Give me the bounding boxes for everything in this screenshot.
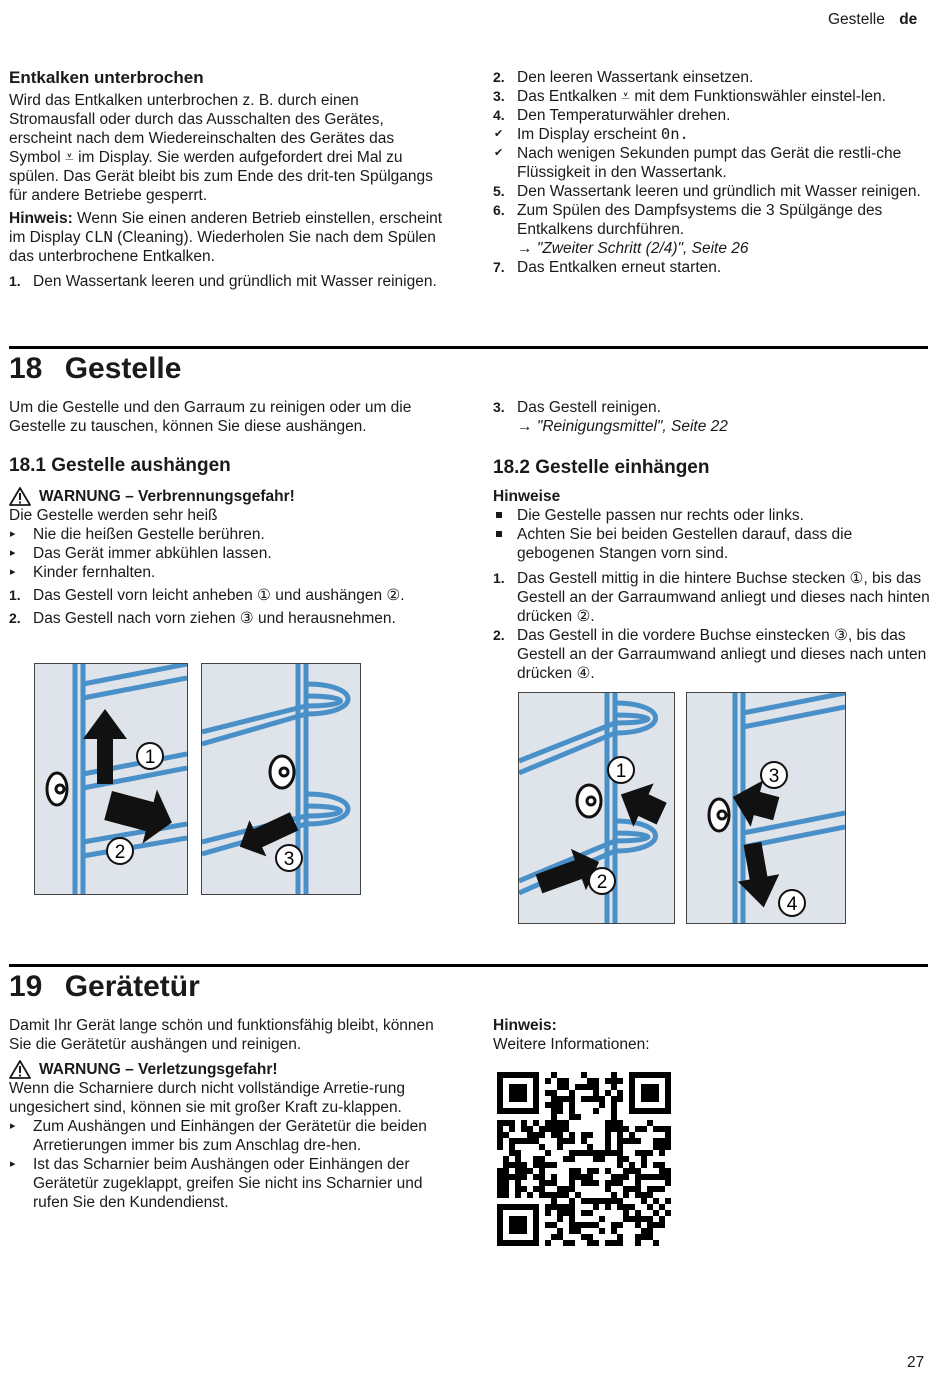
- chapter-number: 18: [9, 352, 43, 385]
- entkalken-check-1: [493, 125, 933, 144]
- step-text: Den Wassertank leeren und gründlich mit Wasser reinigen.: [517, 183, 921, 200]
- step-text: Das Gestell vorn leicht anheben ① und aushängen ②.: [33, 587, 405, 604]
- step-number: 4.: [493, 107, 505, 123]
- bullet-text: Ist das Scharnier beim Aushängen oder Einhängen der Gerätetür zugeklappt, greifen Sie nicht ins Scharnier und rufen Sie den Kundendienst.: [33, 1156, 423, 1211]
- triangle-bullet-icon: ▸: [10, 1120, 16, 1132]
- note-item: [493, 525, 933, 563]
- check-icon: ✔: [494, 128, 504, 140]
- section-18-2-title: 18.2 Gestelle einhängen: [493, 457, 710, 478]
- entkalken-hinweis: [9, 209, 449, 266]
- triangle-bullet-icon: ▸: [10, 528, 16, 540]
- entkalken-step-7: [493, 258, 933, 277]
- arrow-right-icon: →: [517, 240, 533, 257]
- step-number: 3.: [493, 88, 505, 104]
- ref-text[interactable]: "Reinigungsmittel", Seite 22: [536, 418, 728, 435]
- step-text: Das Gestell reinigen.: [517, 399, 661, 416]
- chapter-title: Gerätetür: [64, 970, 200, 1003]
- entkalken-step-2: [493, 68, 933, 87]
- step-text: Den Wassertank leeren und gründlich mit Wasser reinigen.: [33, 273, 437, 290]
- step-number: 2.: [9, 610, 21, 626]
- ch18-2-step-2: [493, 626, 933, 683]
- figure-rack-pull: [201, 663, 361, 895]
- header-language: de: [899, 11, 918, 28]
- entkalken-step-3: [493, 87, 933, 106]
- square-bullet-icon: [496, 531, 502, 537]
- step-text: Das Entkalken erneut starten.: [517, 259, 722, 276]
- entkalken-check-2: [493, 144, 933, 182]
- hinweis-label: Hinweis:: [493, 1017, 557, 1034]
- step-number: 3.: [493, 399, 505, 415]
- ch18-1-step-2: [9, 609, 449, 628]
- qr-code[interactable]: [497, 1072, 671, 1251]
- warning-triangle-icon: [9, 487, 31, 506]
- warning-text: WARNUNG – Verbrennungsgefahr!: [39, 488, 295, 505]
- note-item: [493, 506, 933, 525]
- hinweis-text-b: (Cleaning). Wiederholen Sie nach dem Spülen das unterbrochene Entkalken.: [9, 229, 436, 265]
- chapter-number: 19: [9, 970, 43, 1003]
- arrow-right-icon: →: [517, 418, 533, 435]
- bullet-item: [9, 1117, 449, 1155]
- warning-heading: [9, 487, 449, 506]
- step-text-b: mit dem Funktionswähler einstel-len.: [634, 88, 886, 105]
- figure-rack-lift: [34, 663, 188, 895]
- figure-label-3: 3: [768, 766, 780, 787]
- entkalken-title: Entkalken unterbrochen: [9, 68, 204, 87]
- warning-triangle-icon: [9, 1060, 31, 1079]
- section-18-1-title: 18.1 Gestelle aushängen: [9, 455, 231, 476]
- header-section: Gestelle: [828, 11, 885, 28]
- chapter-divider: [9, 346, 928, 349]
- check-icon: ✔: [494, 147, 504, 159]
- bullet-item: [9, 1155, 449, 1212]
- hinweis-text-a: Wenn Sie einen anderen Betrieb einstellen, erscheint im Display: [9, 210, 443, 246]
- entkalken-p1a: Wird das Entkalken unterbrochen z. B. durch einen Stromausfall oder durch das Ausschalten des Gerätes, erscheint nach dem Wiedereinschalten des Gerätes das Symbol: [9, 92, 395, 166]
- descale-icon: ⩡: [65, 149, 74, 166]
- bullet-text: Kinder fernhalten.: [33, 564, 156, 581]
- figure-label-1: 1: [144, 747, 156, 768]
- step-number: 2.: [493, 69, 505, 85]
- entkalken-step-4: [493, 106, 933, 125]
- warning-text: WARNUNG – Verletzungsgefahr!: [39, 1061, 278, 1078]
- check-text: Im Display erscheint: [517, 126, 657, 143]
- hinweis-text: Weitere Informationen:: [493, 1036, 650, 1053]
- step-number: 1.: [493, 570, 505, 586]
- entkalken-paragraph: [9, 91, 449, 205]
- ch19-intro: Damit Ihr Gerät lange schön und funktionsfähig bleibt, können Sie die Gerätetür aushängen und reinigen.: [9, 1017, 434, 1053]
- entkalken-step-5: [493, 182, 933, 201]
- step-number: 6.: [493, 202, 505, 218]
- chapter-19-title: [9, 970, 200, 1004]
- bullet-text: Nie die heißen Gestelle berühren.: [33, 526, 265, 543]
- bullet-text: Zum Aushängen und Einhängen der Gerätetür die beiden Arretierungen immer bis zum Anschlag dre-hen.: [33, 1118, 427, 1154]
- step-text: Das Gestell in die vordere Buchse einstecken ③, bis das Gestell an der Garraumwand anliegt und dieses nach unten drücken ④.: [517, 627, 927, 682]
- step-text-a: Das Entkalken: [517, 88, 617, 105]
- step-number: 5.: [493, 183, 505, 199]
- step-text: Das Gestell mittig in die hintere Buchse stecken ①, bis das Gestell an der Garraumwand anliegt und dieses nach hinten drücken ②.: [517, 570, 930, 625]
- figure-label-4: 4: [786, 894, 798, 915]
- warning-heading: [9, 1060, 449, 1079]
- figure-label-3: 3: [283, 849, 295, 870]
- entkalken-p1b: im Display. Sie werden aufgefordert drei Mal zu spülen. Das Gerät bleibt bis zum Ende des drit-ten Spülgangs für andere Betriebe gesperrt.: [9, 149, 433, 204]
- cross-reference[interactable]: [517, 417, 933, 436]
- bullet-item: [9, 544, 449, 563]
- ref-text[interactable]: "Zweiter Schritt (2/4)", Seite 26: [536, 240, 749, 257]
- note-text: Achten Sie bei beiden Gestellen darauf, dass die gebogenen Stangen vorn sind.: [517, 526, 853, 562]
- entkalken-left-column: [9, 68, 449, 291]
- entkalken-step-1: [9, 272, 449, 291]
- ch18-2-step-1: [493, 569, 933, 626]
- figure-rack-insert-front: [686, 692, 846, 924]
- ch18-left-column: [9, 398, 449, 628]
- ch19-right-column: [493, 1016, 933, 1054]
- step-text: Zum Spülen des Dampfsystems die 3 Spülgänge des Entkalkens durchführen.: [517, 202, 883, 238]
- running-header: [828, 11, 917, 29]
- entkalken-step-6: [493, 201, 933, 258]
- check-text: Nach wenigen Sekunden pumpt das Gerät die restli-che Flüssigkeit in den Wassertank.: [517, 145, 902, 181]
- cross-reference[interactable]: [517, 239, 933, 258]
- hinweise-label: Hinweise: [493, 488, 561, 505]
- figure-label-1: 1: [615, 761, 627, 782]
- display-on: 0n.: [660, 125, 689, 143]
- hinweis-label: Hinweis:: [9, 210, 73, 227]
- triangle-bullet-icon: ▸: [10, 547, 16, 559]
- descale-icon: ⩡: [621, 88, 631, 105]
- bullet-item: [9, 525, 449, 544]
- step-number: 2.: [493, 627, 505, 643]
- step-number: 1.: [9, 587, 21, 603]
- triangle-bullet-icon: ▸: [10, 566, 16, 578]
- chapter-title: Gestelle: [64, 352, 182, 385]
- ch18-1-step-1: [9, 586, 449, 605]
- chapter-divider: [9, 964, 928, 967]
- bullet-text: Das Gerät immer abkühlen lassen.: [33, 545, 272, 562]
- page-number: 27: [907, 1354, 925, 1371]
- display-cln: CLN: [84, 228, 113, 246]
- triangle-bullet-icon: ▸: [10, 1158, 16, 1170]
- figure-rack-insert-back: [518, 692, 675, 924]
- step-number: 1.: [9, 273, 21, 289]
- figure-label-2: 2: [596, 872, 608, 893]
- bullet-item: [9, 563, 449, 582]
- warning-description: Wenn die Scharniere durch nicht vollständige Arretie-rung ungesichert sind, können sie mit großer Kraft zu-klappen.: [9, 1080, 406, 1116]
- chapter-18-title: [9, 352, 181, 386]
- step-text: Den leeren Wassertank einsetzen.: [517, 69, 754, 86]
- ch18-step-3: [493, 398, 933, 436]
- warning-description: Die Gestelle werden sehr heiß: [9, 507, 218, 524]
- ch18-intro: Um die Gestelle und den Garraum zu reinigen oder um die Gestelle zu tauschen, können Sie diese aushängen.: [9, 399, 412, 435]
- note-text: Die Gestelle passen nur rechts oder links.: [517, 507, 804, 524]
- step-text: Das Gestell nach vorn ziehen ③ und herausnehmen.: [33, 610, 396, 627]
- figure-label-2: 2: [114, 842, 126, 863]
- entkalken-right-column: [493, 68, 933, 277]
- step-text: Den Temperaturwähler drehen.: [517, 107, 731, 124]
- ch18-right-column: [493, 398, 933, 683]
- step-number: 7.: [493, 259, 505, 275]
- ch19-left-column: [9, 1016, 449, 1212]
- square-bullet-icon: [496, 512, 502, 518]
